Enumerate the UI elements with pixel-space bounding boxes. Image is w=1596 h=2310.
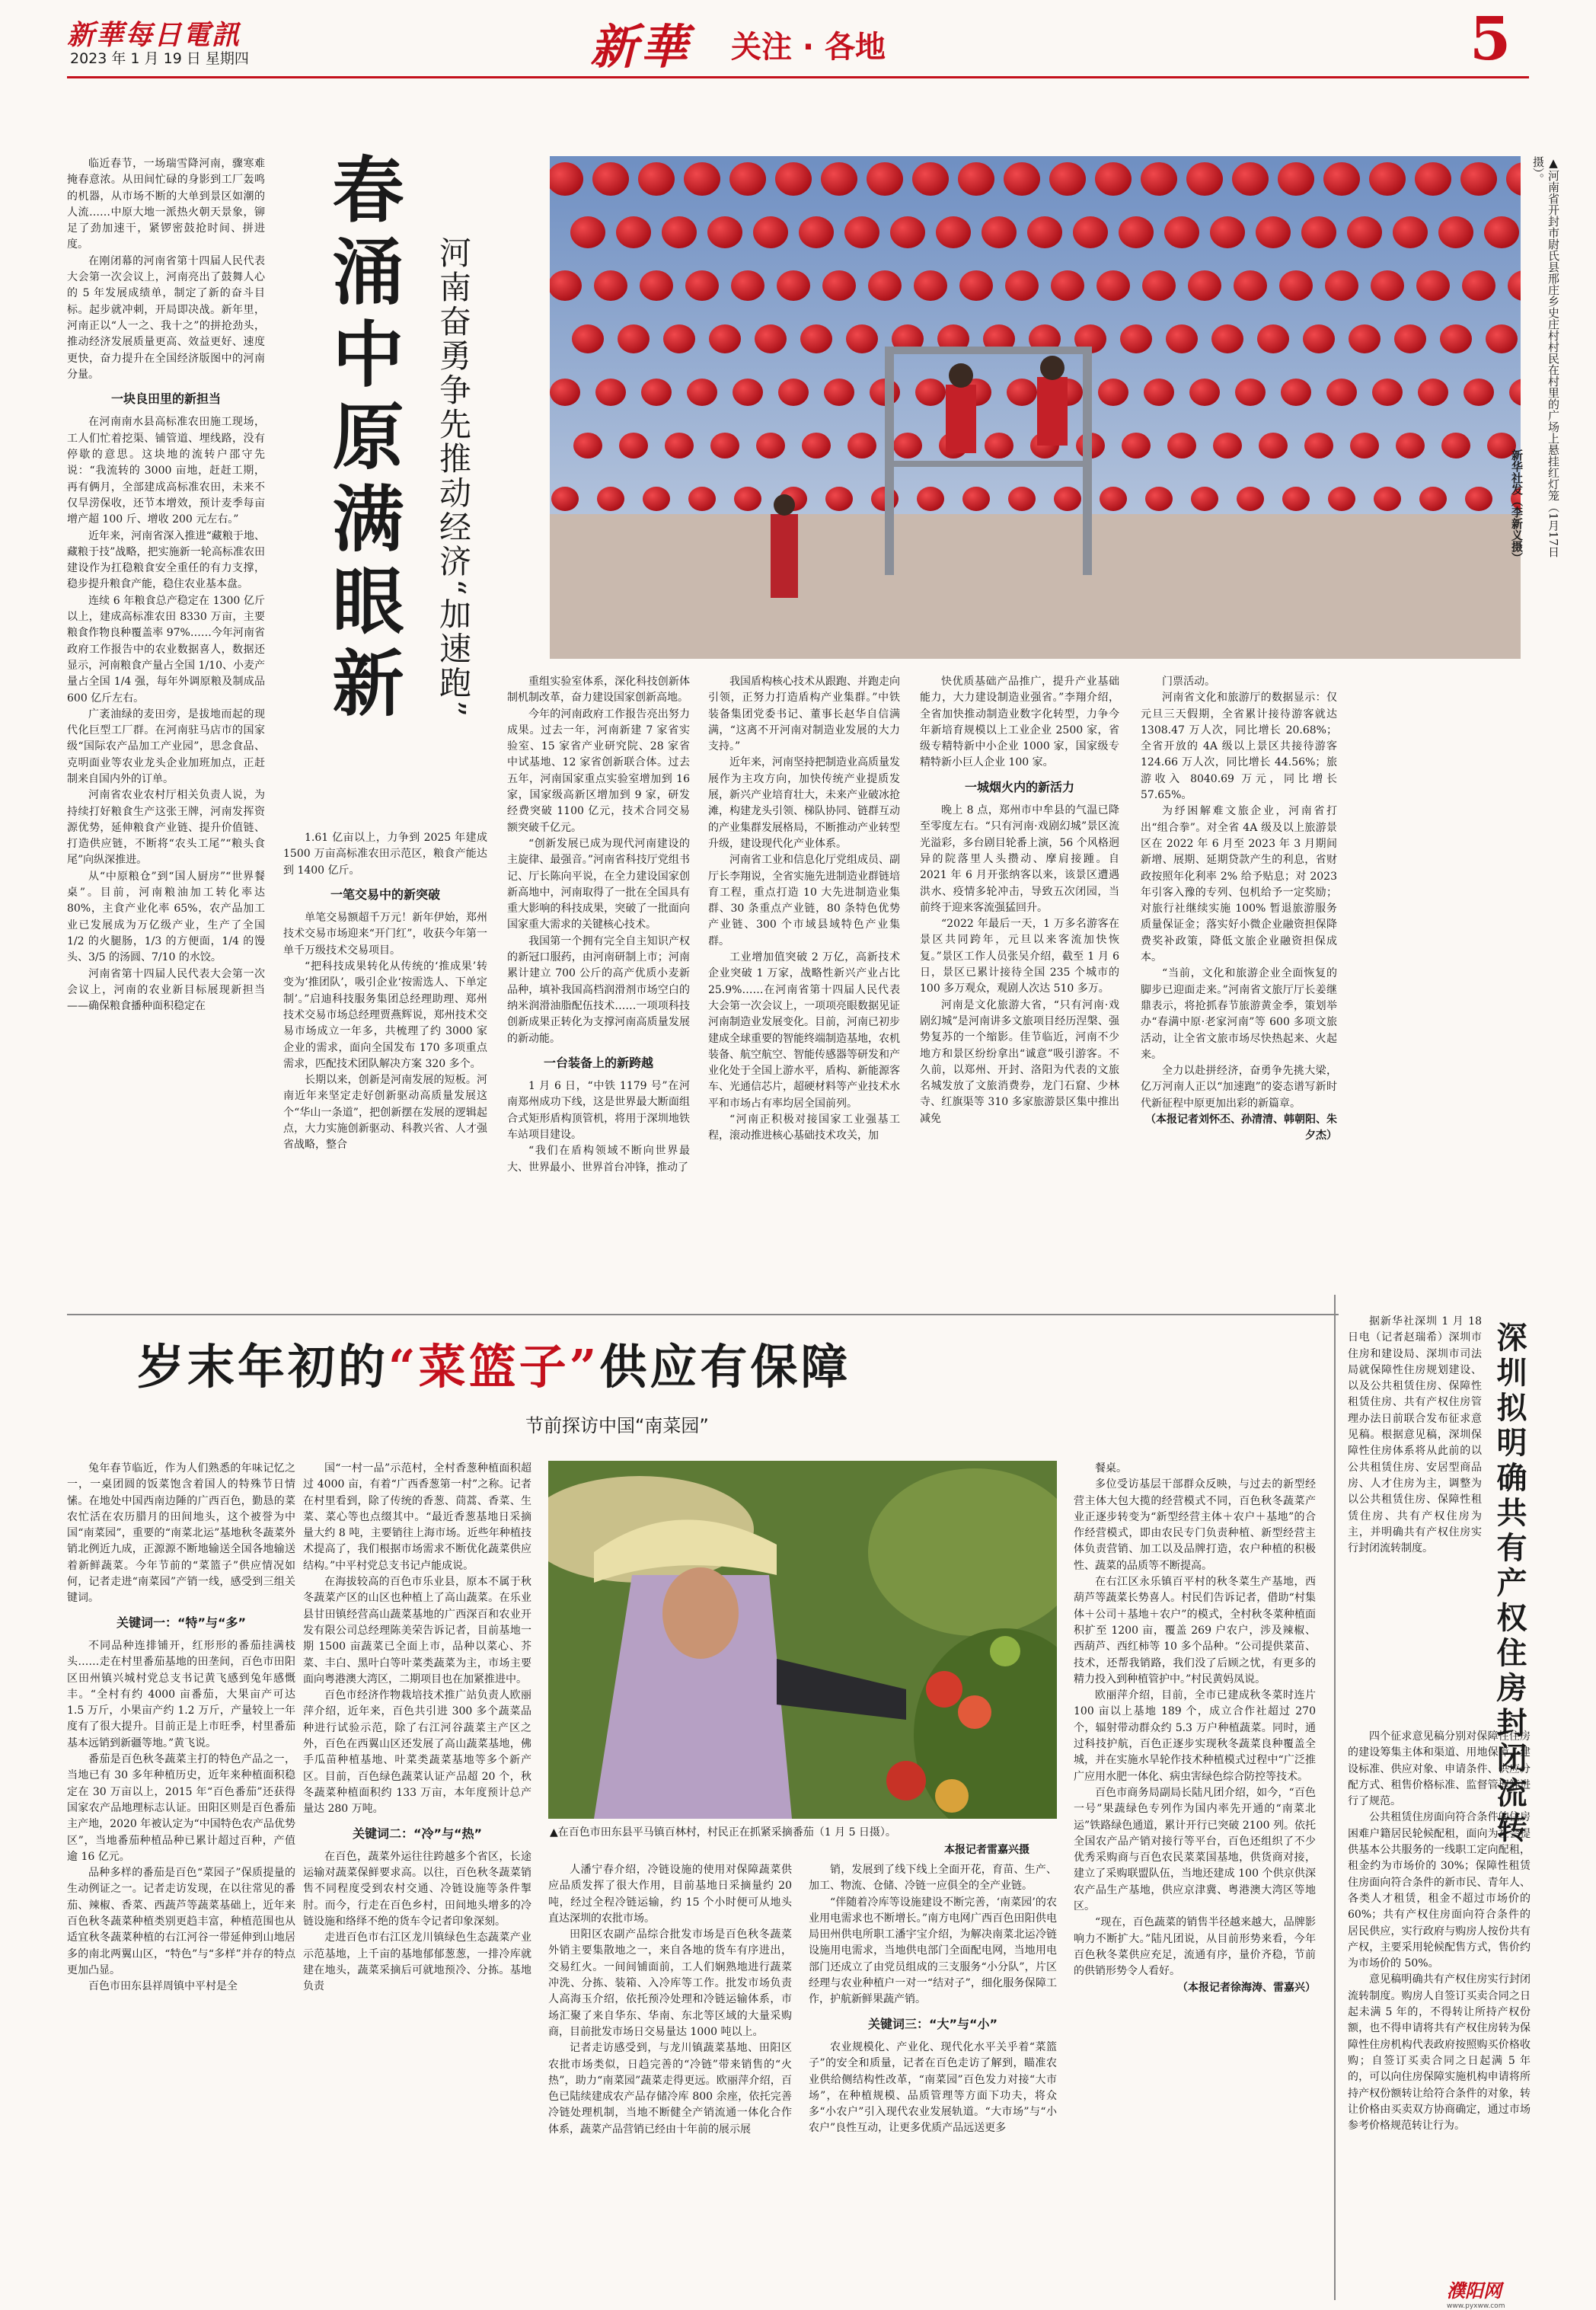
paragraph: 四个征求意见稿分别对保障性住房的建设筹集主体和渠道、用地保障、建设标准、供应对象、申请条件、供应分配方式、租售价格标准、监督管理等进行了规范。	[1348, 1730, 1531, 1808]
a1-col5	[920, 674, 1119, 1306]
lantern	[572, 324, 604, 353]
lantern	[1326, 379, 1357, 406]
lantern	[1120, 324, 1152, 353]
masthead-left-brand: 新華每日電訊	[67, 19, 241, 51]
lantern	[1486, 324, 1518, 353]
lantern	[685, 270, 719, 301]
lantern	[709, 324, 741, 353]
lantern	[1259, 433, 1288, 458]
subheading: 一块良田里的新担当	[110, 391, 221, 407]
lantern	[1441, 433, 1470, 458]
lantern	[643, 487, 670, 511]
lantern	[688, 487, 716, 511]
lantern	[1279, 270, 1313, 301]
lantern	[1438, 216, 1473, 248]
lantern	[1372, 379, 1403, 406]
lantern	[756, 433, 785, 458]
paragraph: 我国第一个拥有完全自主知识产权的新冠口服药，由河南研制上市；河南累计建立 700 公斤的高产优质小麦新品种，填补我国高档润滑剂市场空白的纳米润滑油脂配伍技术……一项项科技创新成果正转化为支撑河南高质量发展的新动能。	[507, 935, 690, 1045]
watermark-logo	[1447, 2276, 1505, 2310]
paragraph: 河南省文化和旅游厅的数据显示：仅元旦三天假期，全省累计接待游客就达 1308.47 万人次，同比增长 20.68%；全省开放的 4A 级以上景区共接待游客 124.66 万人次，同比增长 44.56%；旅游收入 8040.69 万元，同比增长 57.65%。	[1141, 692, 1337, 802]
lantern	[1369, 162, 1406, 196]
lantern	[847, 433, 876, 458]
paragraph: “把科技成果转化从传统的‘推成果’转变为‘推团队’，吸引企业‘按需选人、下单定制’。”启迪科技服务集团总经理助理、郑州技术交易市场总经理贾燕辉说，郑州技术交易市场成立一年多，共梳理了约 3000 家企业的需求，面向全国发布 170 多项重点需求，匹配技术团队解决方案 320 多个。	[283, 960, 487, 1070]
lantern	[640, 270, 673, 301]
lantern	[616, 216, 651, 248]
a2-title-close: 供应有保障	[599, 1339, 851, 1395]
lantern	[731, 270, 764, 301]
a1-col6	[1141, 674, 1337, 1306]
paragraph: 河南是文化旅游大省，“只有河南·戏剧幻城”是河南讲多文旅项目经历涅槃、强势复苏的一个缩影。佳节临近，河南不少地方和景区纷纷拿出“诚意”吸引游客。不久前，以郑州、开封、洛阳为代表的文旅名城发放了文旅消费券，龙门石窟、少林寺、红旗渠等 310 多家旅游景区集中推出减免	[920, 998, 1119, 1125]
lantern	[1007, 379, 1037, 406]
lantern	[1141, 162, 1177, 196]
lantern	[550, 379, 580, 406]
lantern	[1303, 324, 1335, 353]
lantern	[962, 487, 990, 511]
lantern	[592, 162, 629, 196]
paragraph: 晚上 8 点，郑州市中牟县的气温已降至零度左右。“只有河南·戏剧幻城”景区流光溢彩，多台剧目轮番上演，56 个风格迥异的院落里人头攒动、摩肩接踵。自 2021 年 6 月开张纳客以来，该景区遭遇洪水、疫情多轮冲击，导致五次闭园，当前终于迎来客流强猛回升。	[920, 804, 1119, 914]
lantern	[1145, 487, 1173, 511]
lantern	[753, 216, 788, 248]
a1-title: 春涌中原满眼新	[320, 152, 404, 728]
paragraph: 百色市田东县祥周镇中平村是全	[88, 1980, 238, 1993]
lantern	[1004, 162, 1040, 196]
paragraph: 在百色，蔬菜外运往往跨越多个省区，长途运输对蔬菜保鲜要求高。以往，百色秋冬蔬菜销售不同程度受到农村交通、冷链设施等条件掣肘。而今，行走在百色乡村，田间地头增多的冷链设施和络绎不绝的货车令记者印象深刻。	[303, 1850, 531, 1928]
paragraph: 田阳区农副产品综合批发市场是百色秋冬蔬菜外销主要集散地之一，来自各地的货车有序进出，交易红火。一间间铺面前，工人们娴熟地进行蔬菜冲洗、分拣、装箱、入冷库等工作。批发市场负责人高海玉介绍，依托预冷处理和冷链运输体系，市场汇聚了来自华东、华南、东北等区域的大量采购商，目前批发市场日交易量达 1000 吨以上。	[548, 1928, 792, 2038]
lantern	[665, 433, 694, 458]
lantern	[778, 379, 809, 406]
paragraph: 快优质基础产品推广，提升产业基础能力，大力建设制造业强省。”李翔介绍，全省加快推动制造业数字化转型，力争今年新培育规模以上工业企业 2500 家，省级专精特新中小企业 1000 家，国家级专精特新小巨人企业 100 家。	[920, 676, 1119, 769]
lantern	[550, 270, 582, 301]
a2-col4	[809, 1862, 1057, 2300]
paragraph: 公共租赁住房面向符合条件的住房困难户籍居民轮候配租，面向为社会提供基本公共服务的一线职工定向配租，租金约为市场价的 30%；保障性租赁住房面向符合条件的新市民、青年人、各类人才租赁，租金不超过市场价的 60%；共有产权住房面向符合条件的居民供应，实行政府与购房人按份共有产权，主要采用轮候配售方式，售价约为市场价的 50%。	[1348, 1811, 1531, 1970]
lantern	[1374, 487, 1401, 511]
paragraph: “现在，百色蔬菜的销售半径越来越大，品牌影响力不断扩大。”陆凡团说，从目前形势来看，今年百色秋冬菜供应充足，流通有序，量价齐稳，节前的供销形势令人看好。	[1074, 1916, 1316, 1978]
paragraph: 不同品种连排铺开，红形形的番茄挂满枝头……走在村里番茄基地的田垄间，百色市田阳区田州镇兴城村党总支书记黄飞感到兔年感慨丰。“全村有约 4000 亩番茄，大果亩产可达 1.5 万斤，小果亩产约 1.2 万斤，产量较上一年度有了很大提升。目前正是上市旺季，村里番茄基本远销到新疆等地。”黄飞说。	[67, 1639, 295, 1749]
paragraph: “当前，文化和旅游企业全面恢复的脚步已迎面走来。”河南省文旅厅厅长姜继鼎表示，将抢抓春节旅游黄金季，策划举办“春满中原·老家河南”等 600 多项文旅活动，让全省文旅市场尽快热起来、火起来。	[1141, 967, 1337, 1061]
masthead	[0, 0, 1596, 76]
lantern	[1278, 162, 1314, 196]
lantern	[1415, 162, 1451, 196]
lantern	[1371, 270, 1404, 301]
a2-col1	[67, 1461, 295, 2299]
lantern	[1237, 487, 1264, 511]
lantern	[1465, 487, 1492, 511]
paragraph: 长期以来，创新是河南发展的短板。河南近年来坚定走好创新驱动高质量发展这个“华山一条道”，把创新摆在发展的逻辑起点，大力实施创新驱动、科教兴省、人才强省战略，整合	[283, 1074, 487, 1152]
lantern	[597, 487, 624, 511]
lantern	[1462, 270, 1495, 301]
a2-subtitle: 节前探访中国“南菜园”	[525, 1415, 709, 1436]
lantern	[914, 270, 947, 301]
a1-photo-credit: 新华社发（李新义摄）	[1510, 449, 1524, 564]
lantern	[1394, 324, 1426, 353]
lantern	[1396, 433, 1425, 458]
lantern	[1328, 487, 1355, 511]
paragraph: 走进百色市右江区龙川镇绿色生态蔬菜产业示范基地，上千亩的基地郁郁葱葱，一排冷库就建在地头，蔬菜采摘后可就地预冷、分拣。基地负责	[303, 1931, 531, 1993]
subheading: 一城烟火内的新活力	[964, 779, 1074, 794]
lantern	[1054, 487, 1081, 511]
lantern	[1349, 324, 1381, 353]
lantern	[893, 433, 922, 458]
lantern	[663, 324, 695, 353]
lantern	[846, 324, 878, 353]
paragraph: “伴随着冷库等设施建设不断完善，‘南菜园’的农业用电需求也不断增长。”南方电网广西百色田阳供电局田州供电所职工潘宇宝介绍，为解决南菜北运冷链设施用电需求，当地供电部门全面配电网，当地用电部门还成立了由党员组成的三支服务“小分队”，片区经理与农业种植户一对一“结对子”，细化服务保障工作，护航新鲜果蔬产销。	[809, 1896, 1057, 2006]
lantern	[1232, 162, 1269, 196]
lantern	[1350, 433, 1379, 458]
lantern	[1257, 324, 1289, 353]
paragraph: 在河南南水县高标准农田施工现场，工人们忙着挖渠、铺管道、埋线路，没有停歇的意思。这块地的流转户邵守先说：“我流转的 3000 亩地，赶赶工期，再有俩月，全部建成高标准农田，未来不仅旱涝保收，还节本增效，预计麦季每亩增产超 100 斤、增收 200 元左右。”	[67, 416, 265, 526]
lantern	[1347, 216, 1382, 248]
masthead-section: 关注 · 各地	[731, 30, 886, 65]
paragraph: 销，发展到了线下线上全面开花，育苗、生产、加工、物流、仓储、冷链一应俱全的全产业链。	[809, 1864, 1057, 1893]
lantern	[912, 162, 949, 196]
subheading: 关键词三：“大”与“小”	[867, 2016, 998, 2031]
lantern	[1235, 379, 1266, 406]
paragraph: 河南省工业和信息化厅党组成员、副厅长李翔说，全省实施先进制造业群链培育工程，重点打造 10 大先进制造业集群、30 条重点产业链，80 条特色优势产业链、300 个市域县域特色产业集群。	[708, 854, 900, 947]
lantern	[1304, 433, 1333, 458]
lantern	[822, 270, 856, 301]
paragraph: “我们在盾构领域不断向世界最大、世界最小、世界首台冲锋，推动了	[507, 1145, 690, 1174]
a2-col5	[1074, 1461, 1316, 2299]
lantern	[1210, 216, 1245, 248]
a3-lead-text: 据新华社深圳 1 月 18 日电（记者赵瑞希）深圳市住房和建设局、深圳市司法局就保障性住房规划建设、以及公共租赁住房、保障性租赁住房、共有产权住房管理办法日前联合发布征求意见稿。根据意见稿，深圳保障性住房体系将从此前的以公共租赁住房、安居型商品房、人才住房为主，调整为以公共租赁住房、保障性租赁住房、共有产权住房为主，并明确共有产权住房实行封闭流转制度。	[1348, 1315, 1482, 1555]
a3-lead	[1348, 1314, 1482, 1725]
lantern	[958, 162, 994, 196]
lantern	[1008, 487, 1036, 511]
lantern-photo-illustration	[550, 156, 1521, 659]
lantern	[1460, 162, 1497, 196]
a1-col1	[67, 156, 265, 1306]
lantern	[1282, 487, 1310, 511]
lantern	[1211, 324, 1243, 353]
a1-credit: （本报记者刘怀丕、孙清清、韩朝阳、朱夕杰）	[1145, 1113, 1337, 1142]
paragraph: “2022 年最后一天，1 万多名游客在景区共同跨年，元旦以来客流加快恢复。”景区工作人员张吴介绍，截至 1 月 6 日，景区已累计接待全国 235 个城市的 100 多万观众，观剧人次达 510 多万。	[920, 918, 1119, 995]
paragraph: 意见稿明确共有产权住房实行封闭流转制度。购房人自签订买卖合同之日起未满 5 年的，不得转让所持产权份额，也不得申请将共有产权住房转为保障性住房机构代表政府按照购买价格收购；自签订买卖合同之日起满 5 年的，可以向住房保障实施机构申请将所持产权份额转让给符合条件的对象，转让价格由买卖双方协商确定，通过市场参考价格规范转让行为。	[1348, 1973, 1531, 2133]
lantern	[1281, 379, 1311, 406]
lantern	[1213, 433, 1242, 458]
lantern	[1142, 270, 1176, 301]
lantern	[802, 433, 831, 458]
lantern	[733, 379, 763, 406]
paragraph: 我国盾构核心技术从跟跑、并跑走向引领，正努力打造盾构产业集群。”中铁装备集团党委书记、董事长赵华自信满满，“这离不开河南对制造业发展的大力支持。”	[708, 676, 900, 753]
paragraph: 近年来，河南坚持把制造业高质量发展作为主攻方向，加快传统产业提质发展，新兴产业培育壮大，未来产业破冰抢滩，构建龙头引领、梯队协同、链群互动的产业集群发展格局，不断推动产业转型升级，建设现代化产业体系。	[708, 756, 900, 850]
paragraph: 品种多样的番茄是百色“菜园子”保质提量的生动例证之一。记者走访发现，在以往常见的番茄、辣椒、香菜、西蔬芦等蔬菜基础上，近年来百色秋冬蔬菜种植类别更趋丰富，种植范围也从适宜秋冬蔬菜种植的右江河谷一带延伸到山地居多的南北两翼山区，“特色”与“多样”并存的特点更加凸显。	[67, 1867, 295, 1976]
paragraph: 记者走访感受到，与龙川镇蔬菜基地、田阳区农批市场类似，日趋完善的“冷链”带来销售的“火热”，助力“南菜园”蔬菜走得更远。欧丽萍介绍，百色已陆续建成农产品存储冷库 800 余座，依托完善冷链处理机制，当地不断健全产销流通一体化合作体系，蔬菜产品营销已经由十年前的展示展	[548, 2042, 792, 2136]
lantern	[595, 379, 626, 406]
lantern	[684, 162, 720, 196]
masthead-rule	[67, 76, 1529, 78]
lantern	[844, 216, 879, 248]
a3-body	[1348, 1729, 1531, 2299]
subheading: 一台装备上的新跨越	[543, 1055, 653, 1070]
tomato-photo-illustration	[548, 1461, 1057, 1819]
lantern	[777, 270, 810, 301]
paragraph: 1 月 6 日，“中铁 1179 号”在河南郑州成功下线，这是世界最大断面组合式矩形盾构顶管机，将用于深圳地铁车站项目建设。	[507, 1080, 690, 1142]
a2-title-open: 岁末年初的	[137, 1339, 389, 1395]
lantern	[1098, 379, 1128, 406]
lantern	[662, 216, 697, 248]
lantern	[1096, 270, 1130, 301]
paragraph: 工业增加值突破 2 万亿，高新技术企业突破 1 万家，战略性新兴产业占比 25.9%……在河南省第十四届人民代表大会第一次会议上，一项项亮眼数据见证河南制造业发展变化。目前，河南已初步建成全球重要的智能终端制造基地，农机装备、航空航空、智能传感器等研发和产业化处于全国上游水平，盾构、新能源客车、光通信芯片，超硬材料等产业技术水平和市场占有率均居全国前列。	[708, 951, 900, 1110]
lantern	[800, 324, 832, 353]
paragraph: 多位受访基层干部群众反映，与过去的新型经营主体大包大揽的经营模式不同，百色秋冬蔬菜产业正逐步转变为“新型经营主体＋农户＋基地”的合作经营模式，即由农民专门负责种植、新型经营主体负责营销、加工以及品牌打造，农户种植的积极性、蔬菜的品质等不断提高。	[1074, 1478, 1316, 1572]
lantern	[638, 162, 675, 196]
paragraph: 重组实验室体系，深化科技创新体制机制改革，奋力建设国家创新高地。	[507, 676, 690, 705]
paragraph: 国“一村一品”示范村，全村香葱种植面积超过 4000 亩，有着“广西香葱第一村”之称。记者在村里看到，除了传统的香葱、茼蒿、香菜、生菜、菜心等也点缀其中。“最近香葱基地日采摘量大约 8 吨，主要销往上海市场。近些年种植技术提高了，我们根据市场需求不断优化蔬菜供应结构。”中平村党总支书记卢能成说。	[303, 1462, 531, 1572]
a1-photo-caption: ▲河南省开封市尉氏县邢庄乡史庄村村民在村里的广场上悬挂红灯笼（1月17日摄）。	[1531, 156, 1560, 558]
paragraph: 广袤油绿的麦田旁，是拔地而起的现代化巨型工厂群。在河南驻马店市的国家级“国际农产品加工产业园”，思念食品、克明面业等农业龙头企业加班加点，正赶制来自国内外的订单。	[67, 708, 265, 785]
lantern	[710, 433, 739, 458]
paragraph: 在海拔较高的百色市乐业县，原本不属于秋冬蔬菜产区的山区也种植上了高山蔬菜。在乐业县甘田镇经营高山蔬菜基地的广西深百和农业开发有限公司总经理陈美荣告诉记者，目前基地一期 1500 亩蔬菜已全面上市，品种以菜心、芥菜、丰白、黑叶白等叶菜类蔬菜为主，市场主要面向粤港澳大湾区，二期项目也在加紧推进中。	[303, 1576, 531, 1685]
subheading: 一笔交易中的新突破	[330, 887, 440, 902]
lantern	[1191, 487, 1218, 511]
lantern	[959, 270, 993, 301]
lantern	[1100, 487, 1127, 511]
lantern	[868, 270, 902, 301]
paragraph: 今年的河南政府工作报告亮出努力成果。过去一年，河南新建 7 家省实验室、15 家省产业研究院、28 家省中试基地、12 家省创新联合体。过去五年，河南国家重点实验室增加到 16 家，国家级高新区增加到 9 家，研发经费突破 1100 亿元，技术合同交易额突破千亿元。	[507, 708, 690, 834]
a1-photo	[550, 156, 1521, 659]
lantern	[734, 487, 761, 511]
a1-col3	[507, 674, 690, 1306]
a1-col2	[283, 830, 487, 1306]
a2-col3	[548, 1862, 792, 2300]
paragraph: 为纾困解难文旅企业，河南省打出“组合拳”。对全省 4A 级及以上旅游景区在 2022 年 6 月至 2023 年 3 月期间新增、展期、延期贷款产生的利息，省财政按照年化利率 2% 给予贴息；对 2023 年引客入豫的专列、包机给予一定奖励；对旅行社继续实施 100% 暂退旅游服务质量保证金；落实好小微企业融资担保降费奖补政策，降低文旅企业融资担保成本。	[1141, 805, 1337, 964]
paragraph: 在刚闭幕的河南省第十四届人民代表大会第一次会议上，河南亮出了鼓舞人心的 5 年发展成绩单，制定了新的奋斗目标。起步就冲刺，开局即决战。新年里，河南正以“人一之、我十之”的拼抢劲头，推动经济发展质量更高、效益更好、速度更快，奋力提升在全国经济版图中的河南分量。	[67, 254, 265, 381]
paragraph: 农业规模化、产业化、现代化水平关乎着“菜篮子”的安全和质量，记者在百色走访了解到，瞄准农业供给侧结构性改革，“南菜园”百色发力对接“大市场”，在种植规模、品质管理等方面下功夫，将众多“小农户”引入现代农业发展轨道。“大市场”与“小农户”良性互动，让更多优质产品远送更多	[809, 2040, 1057, 2135]
paragraph: “河南正积极对接国家工业强基工程，滚动推进核心基础技术攻关，加	[708, 1113, 900, 1142]
a2-title-quote: “菜篮子”	[388, 1339, 600, 1395]
a1-subtitle: 河南奋勇争先推动经济“加速跑”	[435, 236, 472, 719]
subheading: 关键词一：“特”与“多”	[116, 1615, 247, 1630]
a3-divider	[1334, 1295, 1336, 2300]
a3-title: 深圳拟明确共有产权住房封闭流转	[1492, 1321, 1527, 1847]
lantern	[890, 216, 925, 248]
subheading: 关键词二：“冷”与“热”	[352, 1826, 483, 1841]
lantern	[1393, 216, 1428, 248]
lantern	[1256, 216, 1291, 248]
paragraph: 人潘宁春介绍，冷链设施的使用对保障蔬菜供应品质发挥了很大作用，目前基地日采摘量约 20 吨，经过全程冷链运输，约 15 个小时便可从地头直达深圳的农批市场。	[548, 1864, 792, 1925]
watermark-url: www.pyxww.com	[1447, 2302, 1505, 2310]
lantern	[1005, 270, 1039, 301]
a2-credit: （本报记者徐海涛、雷嘉兴）	[1177, 1981, 1316, 1994]
lantern	[1418, 379, 1448, 406]
lantern	[594, 270, 627, 301]
a2-photo	[548, 1461, 1057, 1819]
paragraph: 在右江区永乐镇百平村的秋冬菜生产基地，西葫芦等蔬菜长势喜人。村民们告诉记者，借助“村集体＋公司＋基地＋农户”的模式，全村秋冬菜种植面积扩至 1200 亩，覆盖 269 户农户，涉及辣椒、西葫芦、西红柿等 10 多个品种。“公司提供菜苗、技术，还帮我销路，我们没了后顾之忧，有更多的精力投入到种植管护中。”村民黄妈凤说。	[1074, 1576, 1316, 1685]
lantern	[619, 433, 648, 458]
lantern	[1164, 216, 1199, 248]
lantern	[707, 216, 742, 248]
lantern	[1419, 487, 1447, 511]
lantern	[1167, 433, 1196, 458]
lantern	[1166, 324, 1198, 353]
paragraph: “创新发展已成为现代河南建设的主旋律、最强音。”河南省科技厅党组书记、厅长陈向平说，在全力建设国家创新高地中，河南取得了一批在全国具有重大影响的科技成果，突破了一批面向国家重大需求的关键核心技术。	[507, 837, 690, 931]
lantern	[1122, 433, 1151, 458]
lantern	[1301, 216, 1336, 248]
paragraph: 连续 6 年粮食总产稳定在 1300 亿斤以上，建成高标准农田 8330 万亩，主要粮食作物良种覆盖率 97%……今年河南省政府工作报告中的农业数据喜人，数据还显示，河南粮食产量占全国 1/10、小麦产量占全国 1/4 强，每年外调原粮及制成品 600 亿斤左右。	[67, 594, 265, 705]
paragraph: 门票活动。	[1162, 676, 1215, 688]
lantern	[1189, 379, 1220, 406]
paragraph: 近年来，河南省深入推进“藏粮于地、藏粮于技”战略，把实施新一轮高标准农田建设作为扛稳粮食安全重任的有力支撑，稳步提升粮食产能，稳住农业基本盘。	[67, 529, 265, 591]
lantern	[775, 162, 812, 196]
lantern	[1323, 162, 1360, 196]
a2-title	[137, 1329, 851, 1397]
a2-col2	[303, 1461, 531, 2299]
lantern	[917, 487, 944, 511]
section-divider	[67, 1314, 1339, 1315]
lantern	[551, 487, 579, 511]
masthead-center-brand: 新華	[590, 19, 691, 75]
lantern	[825, 487, 853, 511]
lantern	[1095, 162, 1132, 196]
masthead-date: 2023 年 1 月 19 日 星期四	[70, 50, 249, 67]
lantern	[985, 433, 1013, 458]
paragraph: 餐桌。	[1095, 1462, 1127, 1475]
lantern	[1325, 270, 1358, 301]
lantern	[1416, 270, 1450, 301]
lantern	[1234, 270, 1267, 301]
lantern	[1440, 324, 1472, 353]
lantern	[687, 379, 717, 406]
lantern	[1188, 270, 1221, 301]
paragraph: 番茄是百色秋冬蔬菜主打的特色产品之一，当地已有 30 多年种植历史，近年来种植面积稳定在 30 万亩以上，2015 年“百色番茄”还获得国家农产品地理标志认证。田阳区则是百色番茄主产地，2020 年被认定为“中国特色农产品优势区”，当地番茄种植品种已累计超过百种，产值逾 16 亿元。	[67, 1753, 295, 1863]
a2-photo-caption: ▲在百色市田东县平马镇百林村，村民正在抓紧采摘番茄（1 月 5 日摄）。	[550, 1826, 896, 1839]
lantern	[799, 216, 834, 248]
lantern	[1484, 216, 1519, 248]
lantern	[1119, 216, 1154, 248]
paragraph: 河南省农业农村厅相关负责人说，为持续打好粮食生产这张王牌，河南发挥资源优势，延伸粮食产业链、提升价值链、打造供应链，不断将“农头工尾”“粮头食尾”向纵深推进。	[67, 789, 265, 867]
lantern	[867, 162, 903, 196]
lantern	[1186, 162, 1223, 196]
paragraph: 全力以赴拼经济，奋勇争先挑大梁，亿万河南人正以“加速跑”的姿态谱写新时代新征程中原更加出彩的新篇章。	[1141, 1065, 1337, 1110]
lantern	[573, 433, 602, 458]
a1-col4	[708, 674, 900, 1306]
lantern	[936, 216, 971, 248]
paragraph: 百色市经济作物栽培技术推广站负责人欧丽萍介绍，近年来，百色共引进 300 多个蔬菜品种进行试验示范，除了右江河谷蔬菜主产区之外，百色在西翼山区还发展了高山蔬菜基地，佛手瓜苗种植基地、叶菜类蔬菜基地等多个新产区。目前，百色绿色蔬菜认证产品超 20 个，秋冬蔬菜种植面积约 133 万亩，本年度预计总产量达 280 万吨。	[303, 1689, 531, 1816]
paragraph: 单笔交易额超千万元！新年伊始，郑州技术交易市场迎来“开门红”，收获今年第一单千万级技术交易项目。	[283, 912, 487, 957]
lantern	[1464, 379, 1494, 406]
paragraph: 1.61 亿亩以上，力争到 2025 年建成 1500 万亩高标准农田示范区，粮食产能达到 1400 亿斤。	[283, 832, 487, 877]
lantern	[618, 324, 650, 353]
lantern	[641, 379, 672, 406]
lantern	[1049, 162, 1086, 196]
paragraph: 河南省第十四届人民代表大会第一次会议上，河南的农业新目标展现新担当——确保粮食播种面积稳定在	[67, 967, 265, 1013]
paragraph: 从“中原粮仓”到“国人厨房”“世界餐桌”。目前，河南粮油加工转化率达 80%，主食产业化率 65%，农产品加工业已发展成为万亿级产业，生产了全国 1/2 的火腿肠，1/3 的方便面，1/4 的馒头、3/5 的汤圆、7/10 的水饺。	[67, 870, 265, 964]
lantern	[1144, 379, 1174, 406]
paragraph: 百色市商务局副局长陆凡团介绍，如今，“百色一号”果蔬绿色专列作为国内率先开通的“南菜北运”铁路绿色通道，累计开行已突破 2100 列。依托全国农产品产销对接行等平台，百色还组织了不少优秀采购商与百色农民菜菜国基地，供货商对接，建立了采购联盟队伍，当地还建成 100 个供京供深农产品生产基地，供应京津冀、粤港澳大湾区等地区。	[1074, 1786, 1316, 1913]
lantern	[982, 216, 1017, 248]
paragraph: 临近春节，一场瑞雪降河南，骤寒难掩春意浓。从田间忙碌的身影到工厂轰鸣的机器，从市场不断的大单到景区如潮的人流……中原大地一派热火朝天景象，铆足了劲加速干，紧锣密鼓抢时间、拼进度。	[67, 158, 265, 251]
lantern	[1073, 216, 1108, 248]
lantern	[821, 162, 857, 196]
page-number: 5	[1470, 5, 1511, 74]
lantern	[1027, 216, 1062, 248]
paragraph: 兔年春节临近，作为人们熟悉的年味记忆之一，一桌团圆的饭菜饱含着国人的特殊节日情愫。在地处中国西南边陲的广西百色，勤恳的菜农忙活在农历腊月的田间地头，这个被誉为中国“南菜园”，重要的“南菜北运”基地秋冬蔬菜外销北例近九成，正源源不断地输送全国各地输送着新鲜蔬菜。今年节前的“菜篮子”供应情况如何，记者走进“南菜园”产销一线，感受到三组关键词。	[67, 1462, 295, 1605]
watermark-text: 濮阳网	[1447, 2280, 1502, 2302]
lantern	[1051, 270, 1084, 301]
a2-photo-credit: 本报记者雷嘉兴摄	[944, 1844, 1029, 1856]
paragraph: 欧丽萍介绍，目前，全市已建成秋冬菜时连片 100 亩以上基地 189 个，成立合作社超过 270 个，辐射带动群众约 5.3 万户种植蔬菜。同时，通过科技护航，百色正逐步实现秋冬蔬菜良种覆盖全城，并在实施水旱轮作技术种植模式过程中“广泛推广应用水肥一体化、病虫害绿色综合防控等技术。	[1074, 1689, 1316, 1783]
lantern	[729, 162, 766, 196]
lantern	[755, 324, 787, 353]
lantern	[915, 379, 946, 406]
lantern	[824, 379, 854, 406]
lantern	[570, 216, 605, 248]
